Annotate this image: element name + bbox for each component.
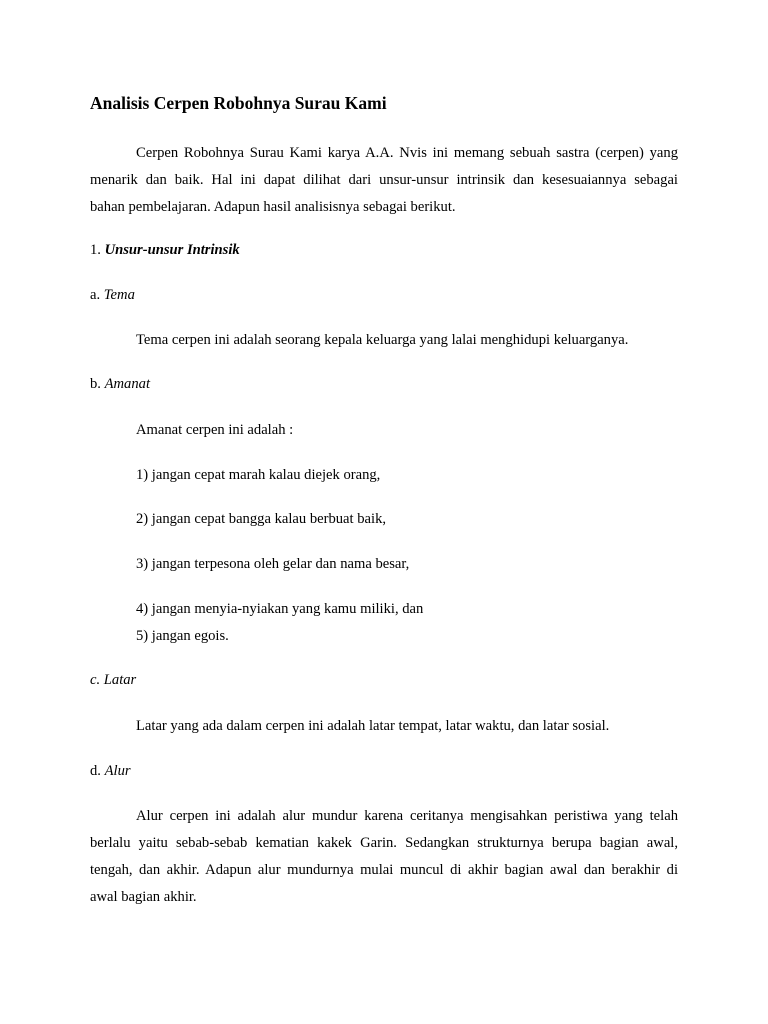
subheading-title: Alur <box>104 763 131 779</box>
intro-line: Cerpen Robohnya Surau Kami karya A.A. Nvis ini memang sebuah sastra (cerpen) yang <box>136 145 678 161</box>
subheading-tema <box>90 288 135 303</box>
list-item: 3) jangan terpesona oleh gelar dan nama besar, <box>136 556 410 572</box>
section-number: 1. <box>90 242 105 258</box>
section-title: Unsur-unsur Intrinsik <box>104 242 240 258</box>
subheading-label: a. <box>90 287 104 303</box>
subheading-amanat <box>90 377 150 392</box>
amanat-intro: Amanat cerpen ini adalah : <box>136 422 294 438</box>
intro-line: menarik dan baik. Hal ini dapat dilihat dari unsur-unsur intrinsik dan kesesuaiannya sebagai <box>90 172 678 188</box>
section-heading-unsur-intrinsik <box>90 243 240 258</box>
alur-line: Alur cerpen ini adalah alur mundur karena ceritanya mengisahkan peristiwa yang telah <box>136 808 678 824</box>
alur-line: tengah, dan akhir. Adapun alur mundurnya mulai muncul di akhir bagian awal dan berakhir di <box>90 862 678 878</box>
intro-line: bahan pembelajaran. Adapun hasil analisisnya sebagai berikut. <box>90 199 456 215</box>
tema-text: Tema cerpen ini adalah seorang kepala keluarga yang lalai menghidupi keluarganya. <box>136 332 629 348</box>
list-item: 4) jangan menyia-nyiakan yang kamu miliki, dan <box>136 601 424 617</box>
list-item: 2) jangan cepat bangga kalau berbuat baik, <box>136 511 387 527</box>
alur-line: awal bagian akhir. <box>90 889 197 905</box>
subheading-label: b. <box>90 376 105 392</box>
intro-paragraph <box>90 146 678 227</box>
subheading-label: d. <box>90 763 105 779</box>
alur-line: berlalu yaitu sebab-sebab kematian kakek Garin. Sedangkan strukturnya berupa bagian awal, <box>90 835 678 851</box>
subheading-title: Tema <box>103 287 135 303</box>
document-title: Analisis Cerpen Robohnya Surau Kami <box>90 93 387 113</box>
subheading-latar: c. Latar <box>90 672 137 688</box>
subheading-title: Amanat <box>104 376 150 392</box>
alur-paragraph <box>90 809 678 917</box>
subheading-alur <box>90 764 131 779</box>
list-item: 5) jangan egois. <box>136 628 229 644</box>
list-item: 1) jangan cepat marah kalau diejek orang, <box>136 467 381 483</box>
latar-text: Latar yang ada dalam cerpen ini adalah latar tempat, latar waktu, dan latar sosial. <box>136 718 610 734</box>
